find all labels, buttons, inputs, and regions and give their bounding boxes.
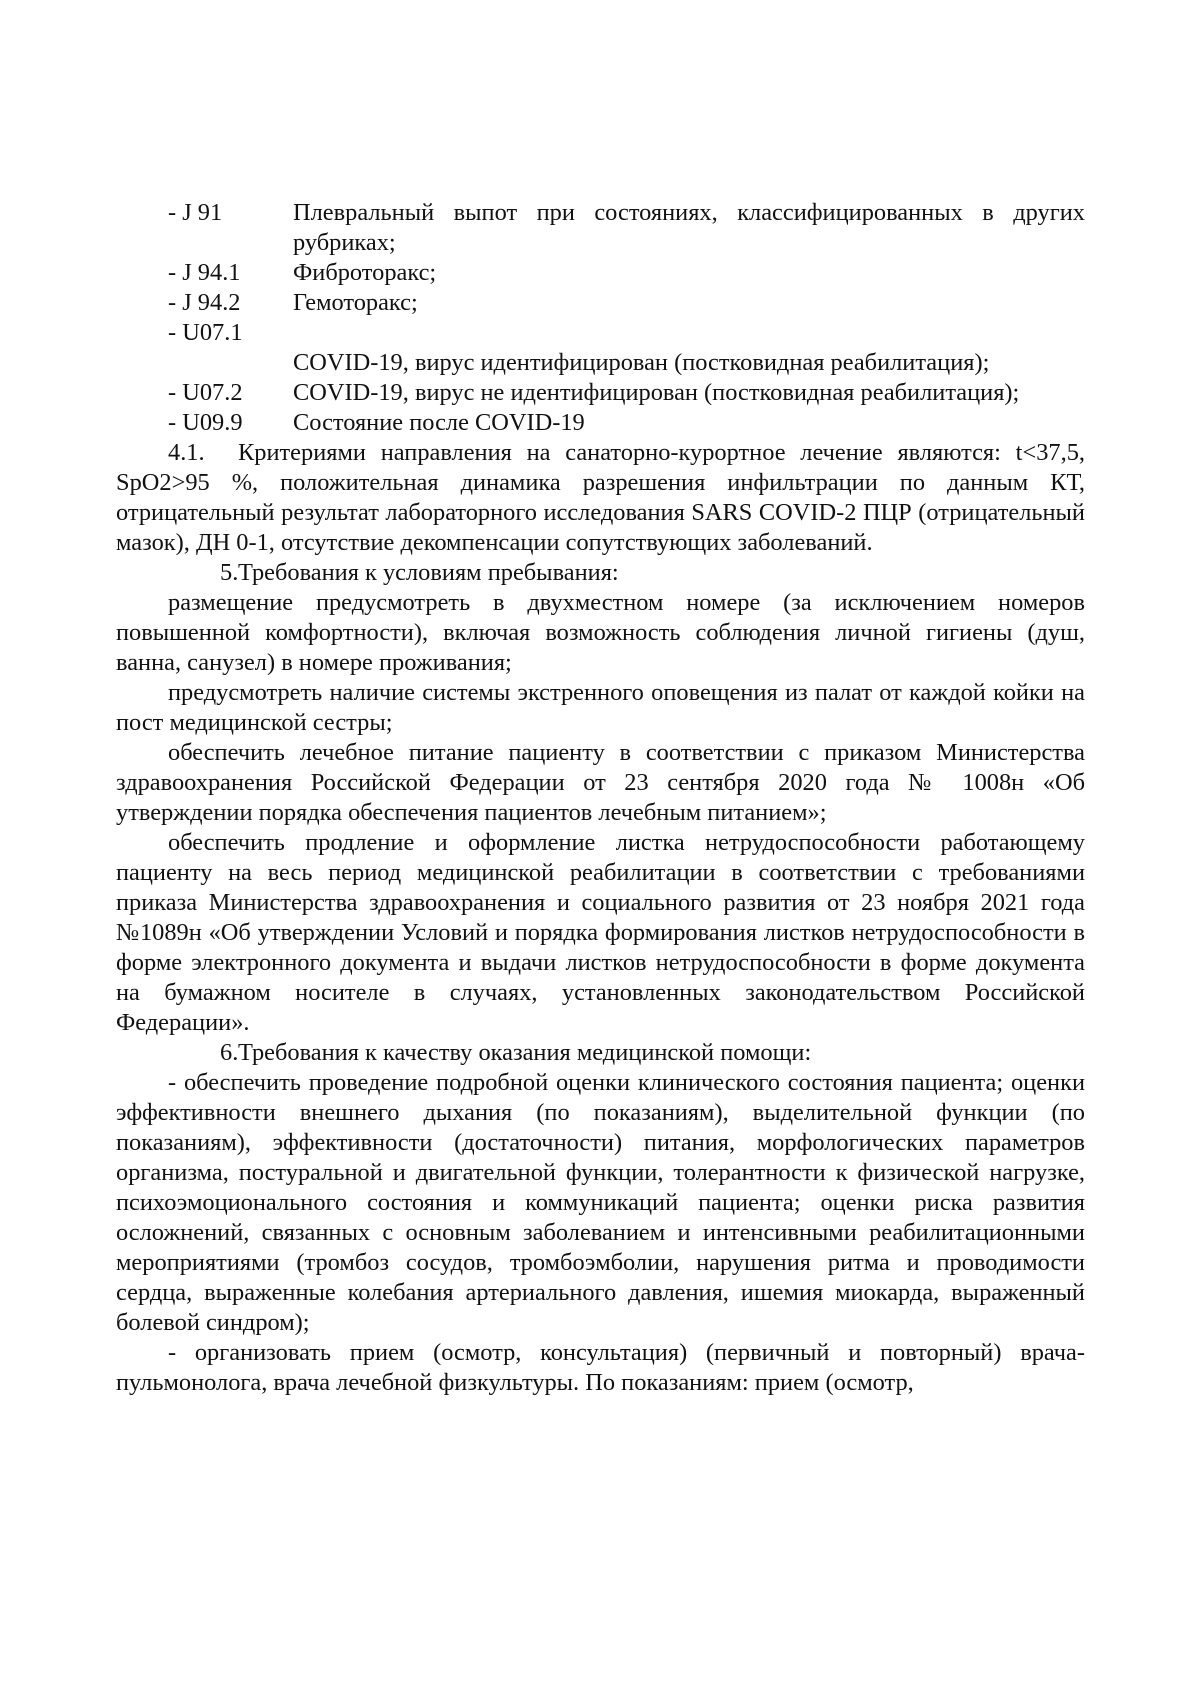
document-body [116, 198, 1085, 1398]
diagnosis-code: - J 91 [168, 199, 223, 226]
diagnosis-description: COVID-19, вирус не идентифицирован (постковидная реабилитация); [293, 379, 1020, 406]
section-5-paragraph: обеспечить продление и оформление листка нетрудоспособности работающему пациенту на весь период медицинской реабилитации в соответствии с требованиями приказа Министерства здравоохранения и социального развития от 23 ноября 2021 года №1089н «Об утверждении Условий и порядка формирования листков нетрудоспособности в форме электронного документа и выдачи листков нетрудоспособности в форме документа на бумажном носителе в случаях, установленных законодательством Российской Федерации». [116, 829, 1085, 1036]
section-number: 5. [220, 559, 239, 586]
section-5-paragraph: обеспечить лечебное питание пациенту в соответствии с приказом Министерства здравоохранения Российской Федерации от 23 сентября 2020 года № 1008н «Об утверждении порядка обеспечения пациентов лечебным питанием»; [116, 739, 1085, 826]
diagnosis-description: COVID-19, вирус идентифицирован (постковидная реабилитация); [293, 349, 990, 376]
section-5-heading [116, 558, 1085, 588]
code-row [116, 378, 1085, 408]
diagnosis-code: - U09.9 [168, 409, 243, 436]
diagnosis-code: - J 94.1 [168, 259, 241, 286]
section-heading-text: Требования к качеству оказания медицинской помощи: [238, 1039, 812, 1066]
code-row [116, 258, 1085, 288]
section-6-paragraph: - организовать прием (осмотр, консультация) (первичный и повторный) врача-пульмонолога, врача лечебной физкультуры. По показаниям: прием (осмотр, [116, 1339, 1085, 1396]
diagnosis-code: - U07.1 [168, 319, 243, 346]
diagnosis-code: - J 94.2 [168, 289, 241, 316]
diagnosis-description: Состояние после COVID-19 [293, 409, 585, 436]
code-row [116, 198, 1085, 258]
code-row [116, 288, 1085, 318]
section-6-paragraph: - обеспечить проведение подробной оценки клинического состояния пациента; оценки эффективности внешнего дыхания (по показаниям), выделительной функции (по показаниям), эффективности (достаточности) питания, морфологических параметров организма, постуральной и двигательной функции, толерантности к физической нагрузке, психоэмоционального состояния и коммуникаций пациента; оценки риска развития осложнений, связанных с основным заболеванием и интенсивными реабилитационными мероприятиями (тромбоз сосудов, тромбоэмболии, нарушения ритма и проводимости сердца, выраженные колебания артериального давления, ишемия миокарда, выраженный болевой синдром); [116, 1069, 1085, 1336]
section-heading-text: Требования к условиям пребывания: [238, 559, 619, 586]
diagnosis-description: Гемоторакс; [293, 289, 418, 316]
diagnosis-description: Фиброторакс; [293, 259, 437, 286]
section-6-heading [116, 1038, 1085, 1068]
section-5-paragraph: предусмотреть наличие системы экстренного оповещения из палат от каждой койки на пост медицинской сестры; [116, 679, 1085, 736]
section-number: 6. [220, 1039, 239, 1066]
section-5-paragraph: размещение предусмотреть в двухместном номере (за исключением номеров повышенной комфортности), включая возможность соблюдения личной гигиены (душ, ванна, санузел) в номере проживания; [116, 589, 1085, 676]
diagnosis-description: Плевральный выпот при состояниях, классифицированных в других рубриках; [293, 199, 1085, 256]
section-4-1-paragraph [116, 438, 1085, 558]
section-number: 4.1. [168, 439, 205, 466]
code-row [116, 408, 1085, 438]
diagnosis-code-list [116, 198, 1085, 438]
code-row [116, 348, 1085, 378]
diagnosis-code: - U07.2 [168, 379, 243, 406]
section-text: Критериями направления на санаторно-курортное лечение являются: t<37,5, SpO2>95 %, положительная динамика разрешения инфильтрации по данным КТ, отрицательный результат лабораторного исследования SARS COVID-2 ПЦР (отрицательный мазок), ДН 0-1, отсутствие декомпенсации сопутствующих заболеваний. [116, 439, 1085, 556]
code-row [116, 318, 1085, 348]
